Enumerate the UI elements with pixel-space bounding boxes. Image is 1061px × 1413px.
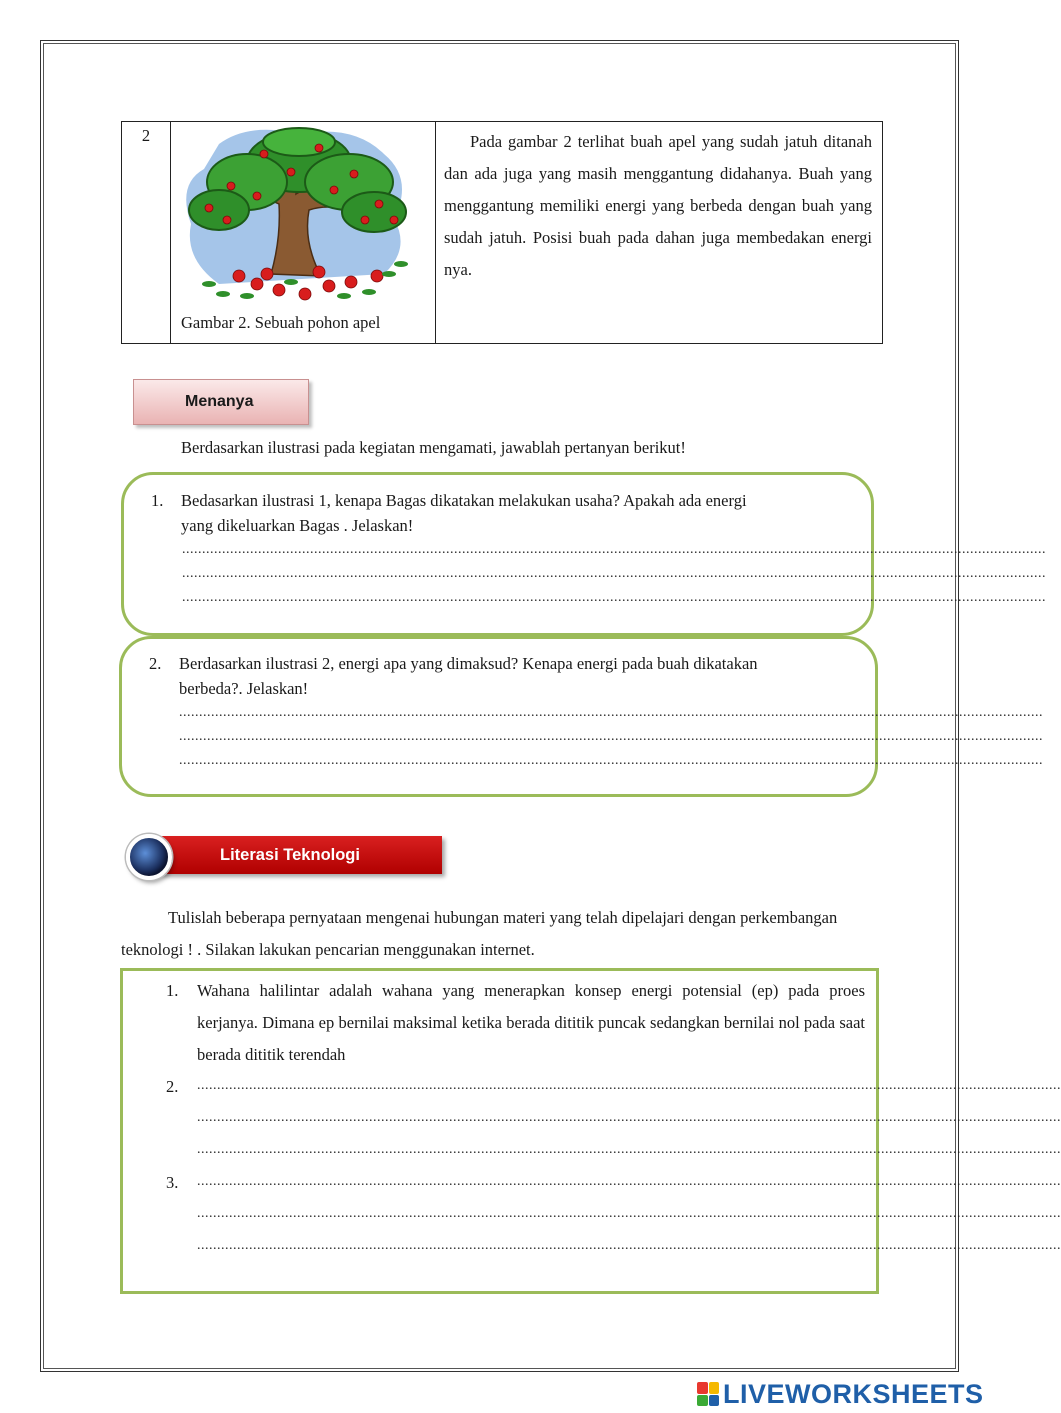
answer-line[interactable]: ........................................................................................................................................................................................................................ xyxy=(197,1206,1061,1221)
literasi-answer-box xyxy=(120,968,1061,1294)
answer-line[interactable]: ........................................................................................................................................................................................................................ xyxy=(197,1174,1061,1189)
question-text-line: berbeda?. Jelaskan! xyxy=(179,679,309,698)
answer-line[interactable]: ........................................................................................................................................................................................................................ xyxy=(182,590,1046,605)
answer-line[interactable]: ........................................................................................................................................................................................................................ xyxy=(179,729,1043,744)
logo-square xyxy=(709,1382,720,1394)
literasi-paragraph xyxy=(121,902,881,966)
literasi-label: Literasi Teknologi xyxy=(220,845,360,864)
answer-line[interactable]: ........................................................................................................................................................................................................................ xyxy=(179,705,1043,720)
menanya-label: Menanya xyxy=(185,393,254,410)
apple-tree-illustration xyxy=(179,124,424,309)
item-number: 1. xyxy=(166,981,179,1000)
menanya-tab xyxy=(133,379,309,425)
table-row xyxy=(122,122,883,344)
liveworksheets-brand[interactable] xyxy=(697,1378,984,1410)
description-cell xyxy=(436,122,883,344)
logo-square xyxy=(697,1395,708,1407)
question-number: 2. xyxy=(149,654,162,673)
answer-line[interactable]: ........................................................................................................................................................................................................................ xyxy=(197,1142,1061,1157)
image-cell xyxy=(171,122,436,344)
brand-name: LIVEWORKSHEETS xyxy=(723,1378,984,1409)
question-text-line: Bedasarkan ilustrasi 1, kenapa Bagas dikatakan melakukan usaha? Apakah ada energi xyxy=(181,491,747,510)
item-number: 2. xyxy=(166,1077,179,1096)
globe-icon xyxy=(126,834,172,880)
image-caption: Gambar 2. Sebuah pohon apel xyxy=(181,313,381,332)
answer-line[interactable]: ........................................................................................................................................................................................................................ xyxy=(197,1110,1061,1125)
answer-line[interactable]: ........................................................................................................................................................................................................................ xyxy=(179,753,1043,768)
answer-line[interactable]: ........................................................................................................................................................................................................................ xyxy=(182,542,1046,557)
question-text-line: Berdasarkan ilustrasi 2, energi apa yang dimaksud? Kenapa energi pada buah dikatakan xyxy=(179,654,758,673)
question-box-2 xyxy=(119,636,1043,797)
question-box-1 xyxy=(121,472,1046,636)
liveworksheets-logo-icon xyxy=(697,1382,719,1406)
question-number: 1. xyxy=(151,491,164,510)
description-text: Pada gambar 2 terlihat buah apel yang sudah jatuh ditanah dan ada juga yang masih menggantung didahanya. Buah yang menggantung memiliki energi yang berbeda dengan buah yang sudah jatuh. Posisi buah pada dahan juga membedakan energi nya. xyxy=(444,132,872,279)
logo-square xyxy=(697,1382,708,1394)
logo-square xyxy=(709,1395,720,1407)
question-text-line: yang dikeluarkan Bagas . Jelaskan! xyxy=(181,516,414,535)
menanya-instruction: Berdasarkan ilustrasi pada kegiatan mengamati, jawablah pertanyan berikut! xyxy=(181,438,686,457)
literasi-tab xyxy=(160,836,442,874)
answer-line[interactable]: ........................................................................................................................................................................................................................ xyxy=(182,566,1046,581)
literasi-paragraph-text: Tulislah beberapa pernyataan mengenai hubungan materi yang telah dipelajari dengan perkembangan teknologi ! . Silakan lakukan pencarian menggunakan internet. xyxy=(121,908,838,959)
item-number: 3. xyxy=(166,1173,179,1192)
row-number: 2 xyxy=(122,122,171,344)
answer-line[interactable]: ........................................................................................................................................................................................................................ xyxy=(197,1238,1061,1253)
item-text: Wahana halilintar adalah wahana yang menerapkan konsep energi potensial (ep) pada proes kerjanya. Dimana ep bernilai maksimal ketika berada dititik puncak sedangkan bernilai nol pada saat berada dititik terendah xyxy=(197,981,865,1064)
answer-line[interactable]: ........................................................................................................................................................................................................................ xyxy=(197,1078,1061,1093)
observation-table xyxy=(121,121,883,344)
